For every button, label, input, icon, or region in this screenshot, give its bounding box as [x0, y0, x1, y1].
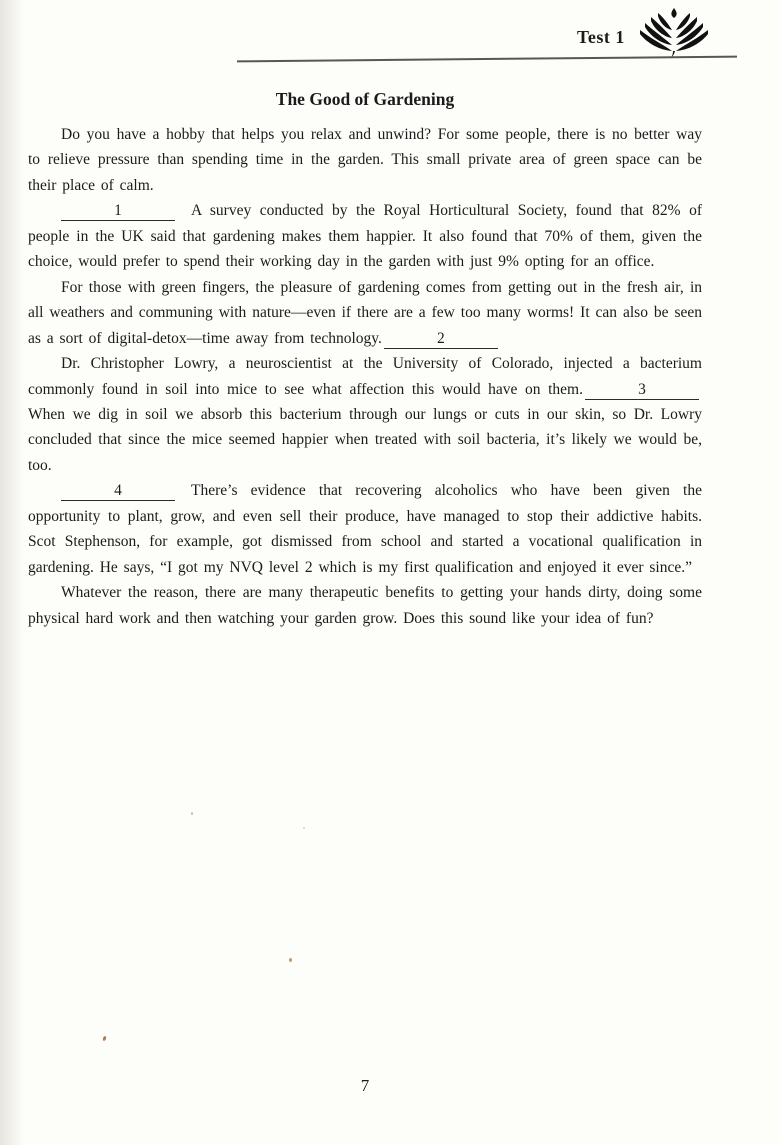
- scan-edge-shadow: [0, 0, 24, 1145]
- paragraph: 4 There’s evidence that recovering alcoholics who have been given the opportunity to plant, grow, and even sell their produce, have managed to stop their addictive habits. Scot Stephenson, for example, got dismissed from school and started a vocational qualification in gardening. He says, “I got my NVQ level 2 which is my first qualification and enjoyed it ever since.”: [28, 482, 702, 576]
- paragraph: 1 A survey conducted by the Royal Horticultural Society, found that 82% of people in the UK said that gardening makes them happier. It also found that 70% of them, given the choice, would prefer to spend their working day in the garden with just 9% opting for an office.: [28, 202, 702, 271]
- paragraph: Whatever the reason, there are many therapeutic benefits to getting your hands dirty, doing some physical hard work and then watching your garden grow. Does this sound like your idea of fun?: [28, 584, 702, 627]
- scan-artifact: [191, 812, 193, 815]
- paragraph: Dr. Christopher Lowry, a neuroscientist at the University of Colorado, injected a bacterium commonly found in soil into mice to see what affection this would have on them. 3When we dig in soil we absorb this bacterium through our lungs or cuts in our skin, so Dr. Lowry concluded that since the mice seemed happier when treated with soil bacteria, it’s likely we would be, too.: [28, 355, 702, 474]
- scan-artifact: [102, 1036, 107, 1042]
- answer-blank-3: 3: [585, 381, 699, 400]
- paragraph: Do you have a hobby that helps you relax and unwind? For some people, there is no better way to relieve pressure than spending time in the garden. This small private area of green space can be their place of calm.: [28, 126, 702, 194]
- answer-blank-2: 2: [384, 330, 498, 349]
- passage-content: [28, 88, 702, 631]
- scan-artifact: [303, 827, 305, 829]
- page-title: The Good of Gardening: [275, 89, 455, 109]
- answer-blank-4: 4: [61, 482, 175, 501]
- scan-artifact: [289, 958, 292, 962]
- test-number-label: Test 1: [577, 27, 625, 47]
- answer-blank-1: 1: [61, 202, 175, 221]
- page-number: 7: [360, 1076, 370, 1095]
- leaf-spray-logo-icon: [636, 4, 712, 60]
- paragraph: For those with green fingers, the pleasure of gardening comes from getting out in the fresh air, in all weathers and communing with nature—even if there are a few too many worms! It can also be seen as a sort of digital-detox—time away from technology. 2: [28, 278, 702, 347]
- passage-body: [28, 122, 702, 631]
